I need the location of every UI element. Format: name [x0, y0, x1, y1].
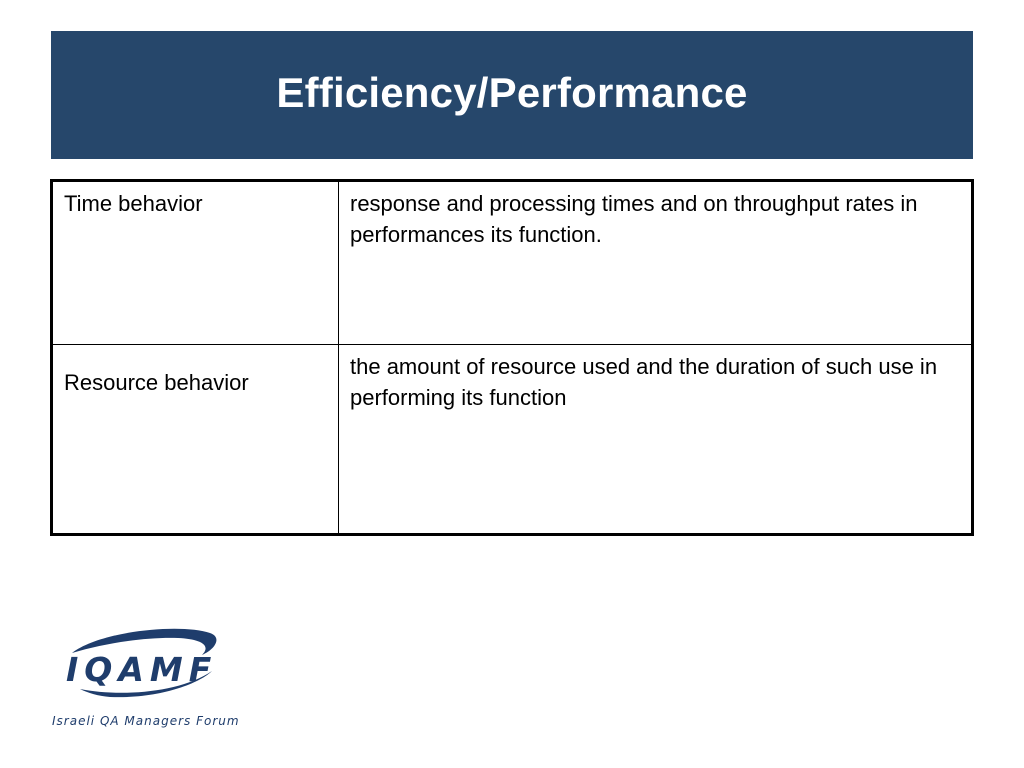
definition-table [50, 179, 974, 536]
row-description: response and processing times and on throughput rates in performances its function. [339, 181, 973, 345]
title-bar [51, 31, 973, 159]
iqamf-logo [50, 625, 250, 740]
table-row [52, 181, 973, 345]
row-label: Resource behavior [52, 345, 339, 535]
slide-title: Efficiency/Performance [276, 69, 748, 116]
logo-caption: Israeli QA Managers Forum [52, 714, 240, 728]
logo-wordmark: IQAMF [66, 650, 218, 689]
row-label: Time behavior [52, 181, 339, 345]
row-description: the amount of resource used and the duration of such use in performing its function [339, 345, 973, 535]
table-row [52, 345, 973, 535]
